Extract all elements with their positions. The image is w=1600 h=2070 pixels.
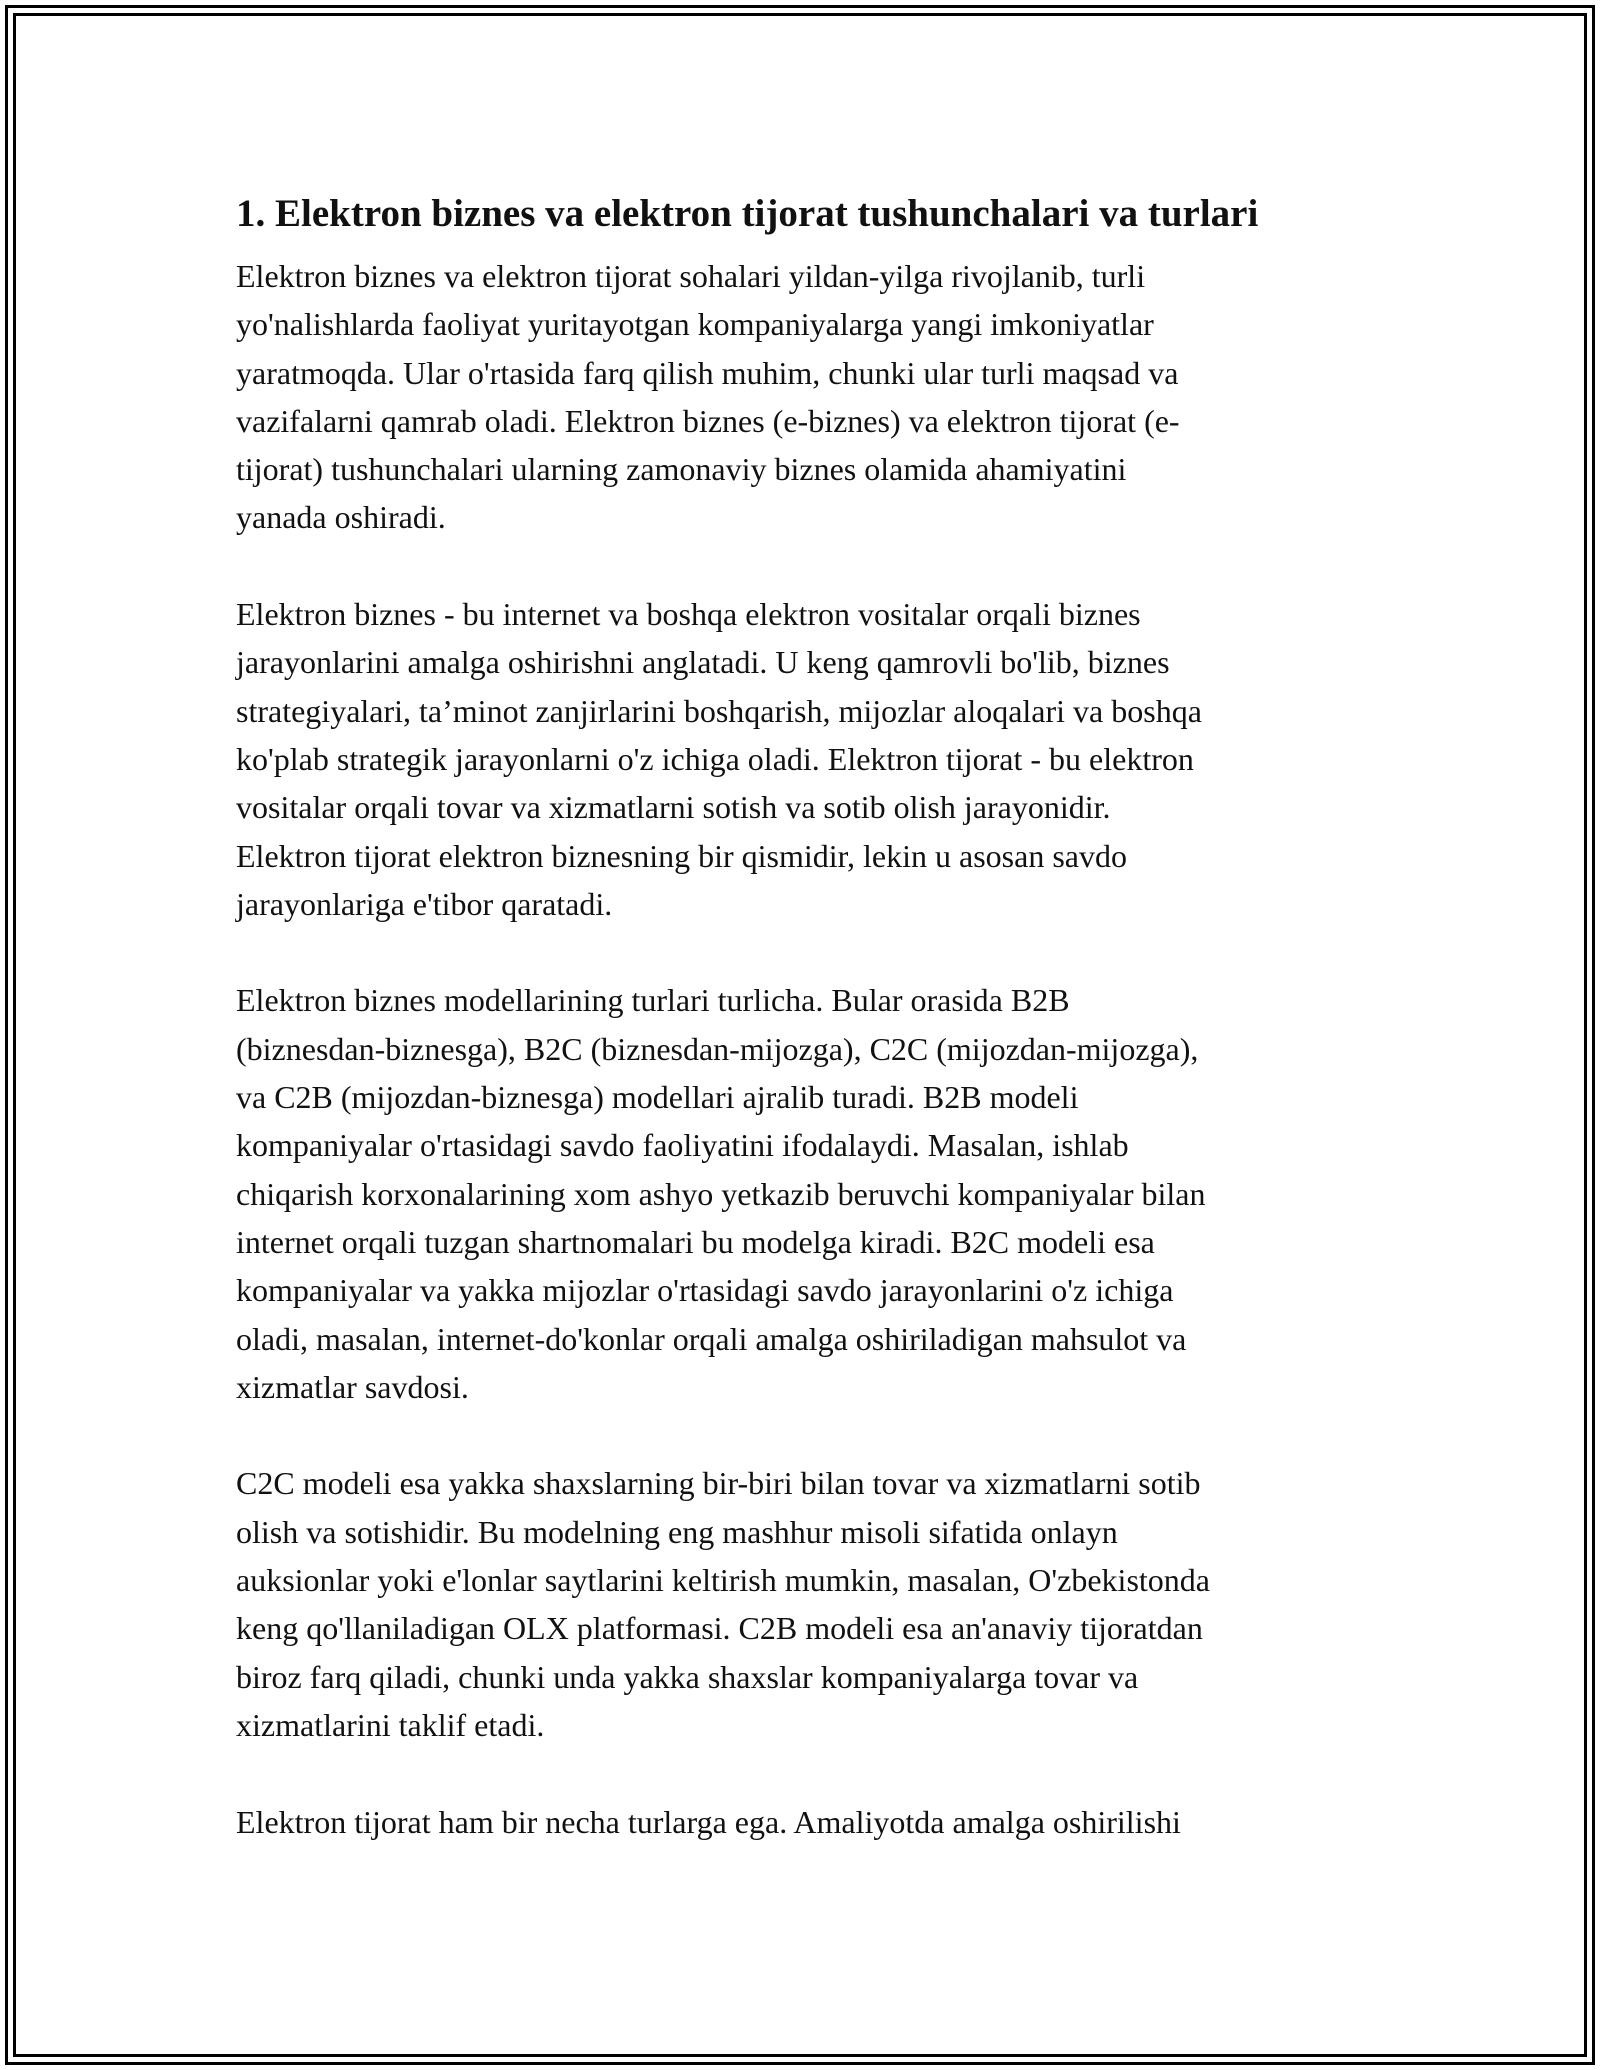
text-line: auksionlar yoki e'lonlar saytlarini keltirish mumkin, masalan, O'zbekistonda bbox=[236, 1562, 1210, 1599]
text-line: yo'nalishlarda faoliyat yuritayotgan kompaniyalarga yangi imkoniyatlar bbox=[236, 306, 1154, 343]
text-line: yaratmoqda. Ular o'rtasida farq qilish muhim, chunki ular turli maqsad va bbox=[236, 354, 1179, 391]
text-line: xizmatlar savdosi. bbox=[236, 1368, 469, 1405]
paragraph-definition bbox=[236, 590, 1366, 928]
text-line: biroz farq qiladi, chunki unda yakka shaxslar kompaniyalarga tovar va bbox=[236, 1658, 1139, 1695]
text-line: keng qo'llaniladigan OLX platformasi. C2B modeli esa an'anaviy tijoratdan bbox=[236, 1610, 1203, 1647]
text-line: vazifalarni qamrab oladi. Elektron biznes (e-biznes) va elektron tijorat (e- bbox=[236, 402, 1180, 439]
paragraph-c2c-c2b bbox=[236, 1459, 1366, 1749]
text-line: vositalar orqali tovar va xizmatlarni sotish va sotib olish jarayonidir. bbox=[236, 789, 1111, 826]
text-line: Elektron tijorat elektron biznesning bir qismidir, lekin u asosan savdo bbox=[236, 837, 1127, 874]
text-line: va C2B (mijozdan-biznesga) modellari ajralib turadi. B2B modeli bbox=[236, 1079, 1079, 1116]
text-line: jarayonlariga e'tibor qaratadi. bbox=[236, 885, 613, 922]
text-line: chiqarish korxonalarining xom ashyo yetkazib beruvchi kompaniyalar bilan bbox=[236, 1175, 1206, 1212]
text-line: C2C modeli esa yakka shaxslarning bir-biri bilan tovar va xizmatlarni sotib bbox=[236, 1465, 1201, 1502]
paragraph-models bbox=[236, 976, 1366, 1411]
section-heading: 1. Elektron biznes va elektron tijorat tushunchalari va turlari bbox=[236, 192, 1259, 235]
text-line: Elektron biznes - bu internet va boshqa elektron vositalar orqali biznes bbox=[236, 596, 1141, 633]
text-line: Elektron tijorat ham bir necha turlarga ega. Amaliyotda amalga oshirilishi bbox=[236, 1803, 1181, 1840]
text-line: internet orqali tuzgan shartnomalari bu modelga kiradi. B2C modeli esa bbox=[236, 1223, 1155, 1260]
text-line: olish va sotishidir. Bu modelning eng mashhur misoli sifatida onlayn bbox=[236, 1513, 1118, 1550]
paragraph-etijorat-types bbox=[236, 1798, 1366, 1846]
text-line: xizmatlarini taklif etadi. bbox=[236, 1706, 545, 1743]
paragraph-intro bbox=[236, 252, 1366, 542]
text-line: kompaniyalar o'rtasidagi savdo faoliyatini ifodalaydi. Masalan, ishlab bbox=[236, 1127, 1129, 1164]
text-line: (biznesdan-biznesga), B2C (biznesdan-mijozga), C2C (mijozdan-mijozga), bbox=[236, 1030, 1199, 1067]
text-line: Elektron biznes va elektron tijorat sohalari yildan-yilga rivojlanib, turli bbox=[236, 258, 1146, 294]
text-line: tijorat) tushunchalari ularning zamonaviy biznes olamida ahamiyatini bbox=[236, 451, 1127, 488]
text-line: oladi, masalan, internet-do'konlar orqali amalga oshiriladigan mahsulot va bbox=[236, 1320, 1187, 1357]
document-body bbox=[236, 186, 1366, 1846]
text-line: ko'plab strategik jarayonlarni o'z ichiga oladi. Elektron tijorat - bu elektron bbox=[236, 740, 1194, 777]
text-line: jarayonlarini amalga oshirishni anglatadi. U keng qamrovli bo'lib, biznes bbox=[236, 644, 1170, 681]
text-line: yanada oshiradi. bbox=[236, 499, 446, 536]
text-line: strategiyalari, ta’minot zanjirlarini boshqarish, mijozlar aloqalari va boshqa bbox=[236, 692, 1202, 729]
text-line: Elektron biznes modellarining turlari turlicha. Bular orasida B2B bbox=[236, 982, 1070, 1019]
text-line: kompaniyalar va yakka mijozlar o'rtasidagi savdo jarayonlarini o'z ichiga bbox=[236, 1272, 1174, 1309]
